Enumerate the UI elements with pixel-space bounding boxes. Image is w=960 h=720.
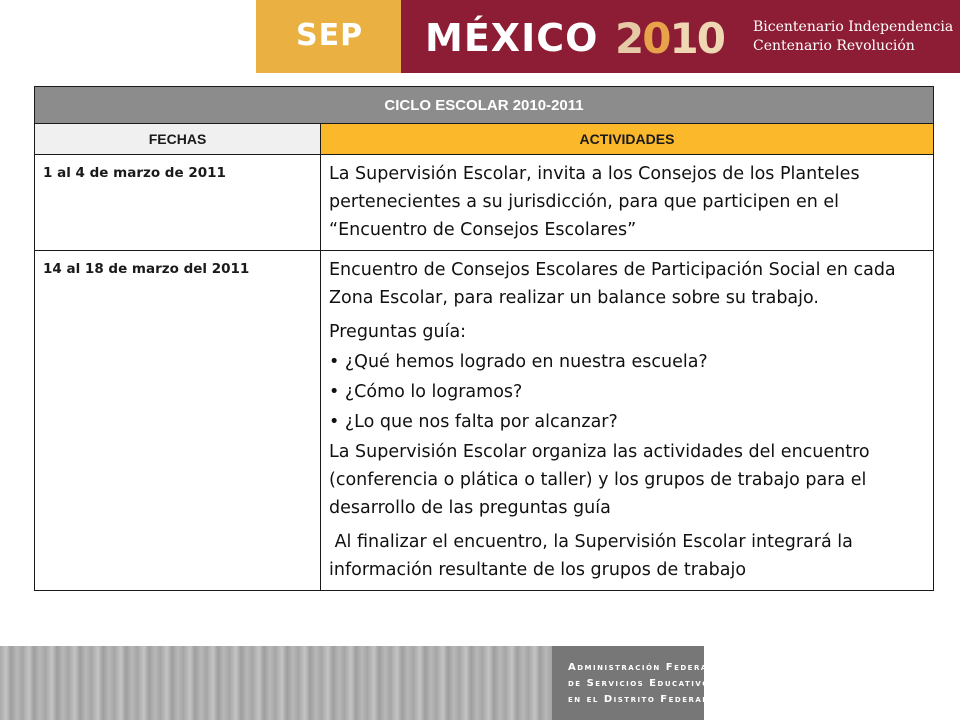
header-activities: ACTIVIDADES xyxy=(321,124,934,155)
tagline-line-1: Bicentenario Independencia xyxy=(753,19,954,35)
row-2-date: 14 al 18 de marzo del 2011 xyxy=(35,251,321,591)
row-1-activity-text: La Supervisión Escolar, invita a los Consejos de los Planteles pertenecientes a su jurisdicción, para que participen en el “Encuentro de Consejos Escolares” xyxy=(329,164,860,240)
row-2-final: Al finalizar el encuentro, la Supervisión Escolar integrará la información resultante de los grupos de trabajo xyxy=(329,532,859,580)
mexico-2010-logo xyxy=(401,0,960,73)
table-row xyxy=(35,251,934,591)
year-logo xyxy=(615,14,724,63)
row-2-intro: Encuentro de Consejos Escolares de Participación Social en cada Zona Escolar, para realizar un balance sobre su trabajo. xyxy=(329,260,896,308)
calendar-table xyxy=(34,86,934,591)
year-digit-2: 0 xyxy=(642,14,670,63)
mexico-logo-text: MÉXICO xyxy=(425,16,599,60)
bicentenario-tagline xyxy=(753,18,953,56)
table-header-row xyxy=(35,124,934,155)
row-2-guide-title: Preguntas guía: xyxy=(329,322,467,342)
year-digit-3: 10 xyxy=(669,14,724,63)
table-row xyxy=(35,155,934,251)
table-title: CICLO ESCOLAR 2010-2011 xyxy=(35,87,934,124)
row-1-activity xyxy=(321,155,934,251)
row-2-organize: La Supervisión Escolar organiza las actividades del encuentro (conferencia o plática o taller) y los grupos de trabajo para el desarrollo de las preguntas guía xyxy=(329,442,870,518)
guide-question: • ¿Lo que nos falta por alcanzar? xyxy=(329,412,618,432)
row-1-date: 1 al 4 de marzo de 2011 xyxy=(35,155,321,251)
footer-line-2: de Servicios Educativos xyxy=(568,678,717,689)
header-banner xyxy=(256,0,960,73)
guide-question: • ¿Cómo lo logramos? xyxy=(329,382,523,402)
row-2-activity xyxy=(321,251,934,591)
footer-line-3: en el Distrito Federal xyxy=(568,694,709,705)
guide-question: • ¿Qué hemos logrado en nuestra escuela? xyxy=(329,352,708,372)
sep-logo xyxy=(256,0,401,73)
year-digit-1: 2 xyxy=(615,14,643,63)
afsedf-logo-text xyxy=(568,660,716,708)
table-title-row xyxy=(35,87,934,124)
footer-line-1: Administración Federal xyxy=(568,662,714,673)
tagline-line-2: Centenario Revolución xyxy=(753,38,915,54)
sep-logo-text: SEP xyxy=(296,18,364,53)
header-dates: FECHAS xyxy=(35,124,321,155)
